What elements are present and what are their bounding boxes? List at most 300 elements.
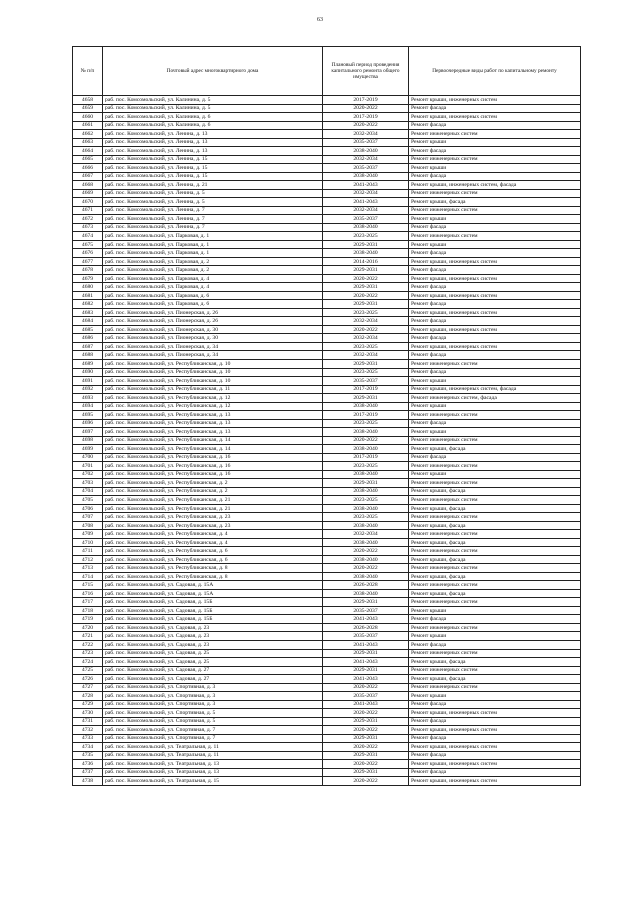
table-row bbox=[73, 342, 581, 351]
row-works: Ремонт крыши, инженерных систем bbox=[409, 342, 581, 351]
row-address: раб. пос. Комсомольский, ул. Республиканская, д. 12 bbox=[103, 402, 323, 411]
row-number: 4689 bbox=[73, 359, 103, 368]
row-address: раб. пос. Комсомольский, ул. Республиканская, д. 2 bbox=[103, 479, 323, 488]
row-period: 2032-2034 bbox=[323, 530, 409, 539]
table-row bbox=[73, 658, 581, 667]
row-period: 2020-2022 bbox=[323, 709, 409, 718]
table-row bbox=[73, 172, 581, 181]
row-works: Ремонт крыши, инженерных систем bbox=[409, 743, 581, 752]
table-row bbox=[73, 445, 581, 454]
row-number: 4659 bbox=[73, 104, 103, 113]
table-row bbox=[73, 121, 581, 130]
row-number: 4718 bbox=[73, 606, 103, 615]
table-row bbox=[73, 181, 581, 190]
page-number: 63 bbox=[317, 17, 323, 23]
row-works: Ремонт крыши bbox=[409, 692, 581, 701]
row-works: Ремонт инженерных систем, фасада bbox=[409, 394, 581, 403]
row-address: раб. пос. Комсомольский, ул. Республиканская, д. 8 bbox=[103, 564, 323, 573]
row-address: раб. пос. Комсомольский, ул. Ленина, д. 21 bbox=[103, 181, 323, 190]
row-address: раб. пос. Комсомольский, ул. Ленина, д. 5 bbox=[103, 189, 323, 198]
table-row bbox=[73, 266, 581, 275]
row-number: 4669 bbox=[73, 189, 103, 198]
row-number: 4704 bbox=[73, 487, 103, 496]
row-works: Ремонт инженерных систем bbox=[409, 649, 581, 658]
row-works: Ремонт инженерных систем bbox=[409, 359, 581, 368]
row-works: Ремонт крыши bbox=[409, 377, 581, 386]
row-works: Ремонт фасада bbox=[409, 249, 581, 258]
row-address: раб. пос. Комсомольский, ул. Ленина, д. 15 bbox=[103, 172, 323, 181]
row-works: Ремонт крыши, инженерных систем bbox=[409, 777, 581, 786]
row-works: Ремонт крыши bbox=[409, 240, 581, 249]
row-period: 2038-2040 bbox=[323, 470, 409, 479]
row-address: раб. пос. Комсомольский, ул. Театральная, д. 15 bbox=[103, 777, 323, 786]
row-address: раб. пос. Комсомольский, ул. Парковая, д. 2 bbox=[103, 257, 323, 266]
row-period: 2026-2028 bbox=[323, 581, 409, 590]
row-number: 4737 bbox=[73, 768, 103, 777]
row-address: раб. пос. Комсомольский, ул. Спортивная, д. 7 bbox=[103, 734, 323, 743]
row-number: 4696 bbox=[73, 419, 103, 428]
row-address: раб. пос. Комсомольский, ул. Парковая, д. 4 bbox=[103, 274, 323, 283]
row-address: раб. пос. Комсомольский, ул. Республиканская, д. 23 bbox=[103, 521, 323, 530]
row-number: 4736 bbox=[73, 760, 103, 769]
row-works: Ремонт инженерных систем bbox=[409, 189, 581, 198]
row-address: раб. пос. Комсомольский, ул. Пионерская, д. 26 bbox=[103, 317, 323, 326]
row-works: Ремонт крыши, инженерных систем bbox=[409, 257, 581, 266]
row-period: 2032-2034 bbox=[323, 189, 409, 198]
row-works: Ремонт инженерных систем bbox=[409, 411, 581, 420]
row-period: 2023-2025 bbox=[323, 368, 409, 377]
row-number: 4684 bbox=[73, 317, 103, 326]
row-address: раб. пос. Комсомольский, ул. Ленина, д. 7 bbox=[103, 223, 323, 232]
header-number: № п/п bbox=[73, 47, 103, 96]
row-address: раб. пос. Комсомольский, ул. Калинина, д. 5 bbox=[103, 96, 323, 105]
row-period: 2041-2043 bbox=[323, 700, 409, 709]
table-row bbox=[73, 692, 581, 701]
row-number: 4676 bbox=[73, 249, 103, 258]
row-address: раб. пос. Комсомольский, ул. Спортивная, д. 7 bbox=[103, 726, 323, 735]
table-row bbox=[73, 581, 581, 590]
row-number: 4678 bbox=[73, 266, 103, 275]
row-works: Ремонт инженерных систем bbox=[409, 666, 581, 675]
row-period: 2038-2040 bbox=[323, 487, 409, 496]
row-period: 2029-2031 bbox=[323, 240, 409, 249]
table-row bbox=[73, 274, 581, 283]
row-address: раб. пос. Комсомольский, ул. Садовая, д. 15Б bbox=[103, 606, 323, 615]
row-address: раб. пос. Комсомольский, ул. Республиканская, д. 10 bbox=[103, 359, 323, 368]
table-row bbox=[73, 709, 581, 718]
row-works: Ремонт крыши, инженерных систем, фасада bbox=[409, 181, 581, 190]
row-address: раб. пос. Комсомольский, ул. Республиканская, д. 16 bbox=[103, 453, 323, 462]
table-row bbox=[73, 325, 581, 334]
row-address: раб. пос. Комсомольский, ул. Республиканская, д. 2 bbox=[103, 487, 323, 496]
row-works: Ремонт крыши, фасада bbox=[409, 572, 581, 581]
row-period: 2020-2022 bbox=[323, 291, 409, 300]
row-number: 4717 bbox=[73, 598, 103, 607]
row-period: 2032-2034 bbox=[323, 334, 409, 343]
row-period: 2023-2025 bbox=[323, 513, 409, 522]
table-row bbox=[73, 96, 581, 105]
row-address: раб. пос. Комсомольский, ул. Республиканская, д. 13 bbox=[103, 411, 323, 420]
row-address: раб. пос. Комсомольский, ул. Садовая, д. 23 bbox=[103, 623, 323, 632]
table-row bbox=[73, 649, 581, 658]
table-row bbox=[73, 521, 581, 530]
row-period: 2020-2022 bbox=[323, 121, 409, 130]
row-period: 2017-2019 bbox=[323, 385, 409, 394]
row-number: 4722 bbox=[73, 641, 103, 650]
row-number: 4665 bbox=[73, 155, 103, 164]
row-period: 2017-2019 bbox=[323, 96, 409, 105]
row-number: 4735 bbox=[73, 751, 103, 760]
table-row bbox=[73, 777, 581, 786]
row-number: 4728 bbox=[73, 692, 103, 701]
row-address: раб. пос. Комсомольский, ул. Театральная, д. 13 bbox=[103, 760, 323, 769]
row-address: раб. пос. Комсомольский, ул. Ленина, д. 7 bbox=[103, 206, 323, 215]
row-works: Ремонт инженерных систем bbox=[409, 623, 581, 632]
table-row bbox=[73, 743, 581, 752]
row-number: 4681 bbox=[73, 291, 103, 300]
table-row bbox=[73, 104, 581, 113]
header-address: Почтовый адрес многоквартирного дома bbox=[103, 47, 323, 96]
row-period: 2038-2040 bbox=[323, 538, 409, 547]
row-address: раб. пос. Комсомольский, ул. Парковая, д. 1 bbox=[103, 249, 323, 258]
table-row bbox=[73, 428, 581, 437]
row-period: 2041-2043 bbox=[323, 181, 409, 190]
row-address: раб. пос. Комсомольский, ул. Садовая, д. 27 bbox=[103, 675, 323, 684]
row-works: Ремонт крыши bbox=[409, 402, 581, 411]
row-address: раб. пос. Комсомольский, ул. Садовая, д. 15А bbox=[103, 581, 323, 590]
row-number: 4711 bbox=[73, 547, 103, 556]
row-period: 2038-2040 bbox=[323, 589, 409, 598]
row-number: 4683 bbox=[73, 308, 103, 317]
row-address: раб. пос. Комсомольский, ул. Республиканская, д. 10 bbox=[103, 377, 323, 386]
row-number: 4668 bbox=[73, 181, 103, 190]
table-row bbox=[73, 606, 581, 615]
row-number: 4699 bbox=[73, 445, 103, 454]
row-number: 4690 bbox=[73, 368, 103, 377]
row-period: 2035-2037 bbox=[323, 164, 409, 173]
row-works: Ремонт фасада bbox=[409, 717, 581, 726]
row-period: 2020-2022 bbox=[323, 743, 409, 752]
row-period: 2029-2031 bbox=[323, 598, 409, 607]
row-works: Ремонт инженерных систем bbox=[409, 130, 581, 139]
row-number: 4702 bbox=[73, 470, 103, 479]
row-works: Ремонт фасада bbox=[409, 300, 581, 309]
row-works: Ремонт фасада bbox=[409, 334, 581, 343]
row-number: 4660 bbox=[73, 113, 103, 122]
row-number: 4720 bbox=[73, 623, 103, 632]
row-period: 2029-2031 bbox=[323, 394, 409, 403]
table-row bbox=[73, 666, 581, 675]
row-period: 2029-2031 bbox=[323, 717, 409, 726]
table-row bbox=[73, 240, 581, 249]
row-number: 4685 bbox=[73, 325, 103, 334]
table-row bbox=[73, 496, 581, 505]
row-period: 2035-2037 bbox=[323, 692, 409, 701]
row-period: 2038-2040 bbox=[323, 572, 409, 581]
row-address: раб. пос. Комсомольский, ул. Республиканская, д. 13 bbox=[103, 428, 323, 437]
row-period: 2017-2019 bbox=[323, 113, 409, 122]
row-period: 2041-2043 bbox=[323, 675, 409, 684]
row-period: 2032-2034 bbox=[323, 351, 409, 360]
row-period: 2020-2022 bbox=[323, 726, 409, 735]
row-number: 4707 bbox=[73, 513, 103, 522]
row-works: Ремонт фасада bbox=[409, 751, 581, 760]
row-number: 4695 bbox=[73, 411, 103, 420]
row-address: раб. пос. Комсомольский, ул. Пионерская, д. 30 bbox=[103, 325, 323, 334]
row-address: раб. пос. Комсомольский, ул. Республиканская, д. 4 bbox=[103, 530, 323, 539]
table-row bbox=[73, 479, 581, 488]
row-period: 2035-2037 bbox=[323, 215, 409, 224]
row-address: раб. пос. Комсомольский, ул. Садовая, д. 27 bbox=[103, 666, 323, 675]
table-row bbox=[73, 726, 581, 735]
row-address: раб. пос. Комсомольский, ул. Пионерская, д. 26 bbox=[103, 308, 323, 317]
row-number: 4710 bbox=[73, 538, 103, 547]
table-row bbox=[73, 317, 581, 326]
row-number: 4663 bbox=[73, 138, 103, 147]
row-address: раб. пос. Комсомольский, ул. Республиканская, д. 8 bbox=[103, 572, 323, 581]
row-works: Ремонт фасада bbox=[409, 147, 581, 156]
row-period: 2035-2037 bbox=[323, 138, 409, 147]
row-address: раб. пос. Комсомольский, ул. Республиканская, д. 4 bbox=[103, 538, 323, 547]
row-period: 2035-2037 bbox=[323, 606, 409, 615]
table-row bbox=[73, 462, 581, 471]
row-period: 2038-2040 bbox=[323, 172, 409, 181]
row-address: раб. пос. Комсомольский, ул. Парковая, д. 6 bbox=[103, 291, 323, 300]
header-period: Плановый период проведения капитального ремонта общего имущества bbox=[323, 47, 409, 96]
row-works: Ремонт крыши, фасада bbox=[409, 658, 581, 667]
row-period: 2029-2031 bbox=[323, 266, 409, 275]
table-row bbox=[73, 453, 581, 462]
row-address: раб. пос. Комсомольский, ул. Республиканская, д. 21 bbox=[103, 496, 323, 505]
row-address: раб. пос. Комсомольский, ул. Спортивная, д. 3 bbox=[103, 700, 323, 709]
row-number: 4738 bbox=[73, 777, 103, 786]
row-works: Ремонт крыши, инженерных систем bbox=[409, 291, 581, 300]
row-period: 2041-2043 bbox=[323, 658, 409, 667]
row-address: раб. пос. Комсомольский, ул. Калинина, д. 6 bbox=[103, 113, 323, 122]
row-period: 2023-2025 bbox=[323, 419, 409, 428]
row-address: раб. пос. Комсомольский, ул. Республиканская, д. 16 bbox=[103, 470, 323, 479]
row-number: 4721 bbox=[73, 632, 103, 641]
row-number: 4716 bbox=[73, 589, 103, 598]
row-works: Ремонт фасада bbox=[409, 368, 581, 377]
row-period: 2035-2037 bbox=[323, 377, 409, 386]
row-number: 4712 bbox=[73, 555, 103, 564]
row-works: Ремонт фасада bbox=[409, 351, 581, 360]
table-row bbox=[73, 487, 581, 496]
row-number: 4658 bbox=[73, 96, 103, 105]
row-period: 2038-2040 bbox=[323, 249, 409, 258]
row-period: 2029-2031 bbox=[323, 734, 409, 743]
row-number: 4694 bbox=[73, 402, 103, 411]
row-address: раб. пос. Комсомольский, ул. Калинина, д. 5 bbox=[103, 104, 323, 113]
table-row bbox=[73, 232, 581, 241]
row-period: 2038-2040 bbox=[323, 402, 409, 411]
row-number: 4674 bbox=[73, 232, 103, 241]
table-row bbox=[73, 623, 581, 632]
row-number: 4731 bbox=[73, 717, 103, 726]
row-works: Ремонт крыши, инженерных систем bbox=[409, 274, 581, 283]
table-row bbox=[73, 291, 581, 300]
row-works: Ремонт фасада bbox=[409, 641, 581, 650]
row-works: Ремонт крыши bbox=[409, 632, 581, 641]
row-period: 2029-2031 bbox=[323, 283, 409, 292]
table-row bbox=[73, 717, 581, 726]
row-period: 2032-2034 bbox=[323, 317, 409, 326]
table-row bbox=[73, 368, 581, 377]
table-row bbox=[73, 283, 581, 292]
row-address: раб. пос. Комсомольский, ул. Театральная, д. 13 bbox=[103, 768, 323, 777]
row-period: 2026-2028 bbox=[323, 623, 409, 632]
row-address: раб. пос. Комсомольский, ул. Парковая, д. 1 bbox=[103, 240, 323, 249]
row-number: 4723 bbox=[73, 649, 103, 658]
row-works: Ремонт инженерных систем bbox=[409, 232, 581, 241]
row-works: Ремонт инженерных систем bbox=[409, 683, 581, 692]
row-address: раб. пос. Комсомольский, ул. Республиканская, д. 6 bbox=[103, 555, 323, 564]
row-works: Ремонт инженерных систем bbox=[409, 462, 581, 471]
row-period: 2038-2040 bbox=[323, 504, 409, 513]
row-number: 4672 bbox=[73, 215, 103, 224]
row-works: Ремонт крыши bbox=[409, 215, 581, 224]
row-period: 2041-2043 bbox=[323, 198, 409, 207]
row-address: раб. пос. Комсомольский, ул. Театральная, д. 11 bbox=[103, 751, 323, 760]
row-period: 2029-2031 bbox=[323, 751, 409, 760]
row-works: Ремонт фасада bbox=[409, 700, 581, 709]
row-number: 4734 bbox=[73, 743, 103, 752]
table-row bbox=[73, 394, 581, 403]
row-period: 2020-2022 bbox=[323, 325, 409, 334]
row-number: 4661 bbox=[73, 121, 103, 130]
row-number: 4726 bbox=[73, 675, 103, 684]
row-works: Ремонт инженерных систем bbox=[409, 496, 581, 505]
row-period: 2029-2031 bbox=[323, 359, 409, 368]
row-address: раб. пос. Комсомольский, ул. Садовая, д. 23 bbox=[103, 632, 323, 641]
row-number: 4673 bbox=[73, 223, 103, 232]
table-row bbox=[73, 189, 581, 198]
row-works: Ремонт крыши, инженерных систем bbox=[409, 96, 581, 105]
row-works: Ремонт фасада bbox=[409, 283, 581, 292]
table-row bbox=[73, 385, 581, 394]
row-address: раб. пос. Комсомольский, ул. Садовая, д. 23 bbox=[103, 641, 323, 650]
table-row bbox=[73, 206, 581, 215]
row-period: 2017-2019 bbox=[323, 411, 409, 420]
row-number: 4662 bbox=[73, 130, 103, 139]
row-number: 4687 bbox=[73, 342, 103, 351]
row-number: 4705 bbox=[73, 496, 103, 505]
table-row bbox=[73, 504, 581, 513]
table-row bbox=[73, 249, 581, 258]
table-row bbox=[73, 598, 581, 607]
row-address: раб. пос. Комсомольский, ул. Калинина, д. 6 bbox=[103, 121, 323, 130]
row-period: 2020-2022 bbox=[323, 564, 409, 573]
row-address: раб. пос. Комсомольский, ул. Парковая, д. 6 bbox=[103, 300, 323, 309]
row-number: 4664 bbox=[73, 147, 103, 156]
row-address: раб. пос. Комсомольский, ул. Ленина, д. 5 bbox=[103, 198, 323, 207]
row-period: 2023-2025 bbox=[323, 462, 409, 471]
table-row bbox=[73, 555, 581, 564]
row-period: 2038-2040 bbox=[323, 521, 409, 530]
row-number: 4688 bbox=[73, 351, 103, 360]
row-period: 2020-2022 bbox=[323, 683, 409, 692]
row-number: 4679 bbox=[73, 274, 103, 283]
table-row bbox=[73, 300, 581, 309]
row-works: Ремонт крыши, фасада bbox=[409, 555, 581, 564]
row-works: Ремонт фасада bbox=[409, 453, 581, 462]
row-number: 4667 bbox=[73, 172, 103, 181]
table-row bbox=[73, 641, 581, 650]
table-row bbox=[73, 768, 581, 777]
table-row bbox=[73, 334, 581, 343]
row-address: раб. пос. Комсомольский, ул. Республиканская, д. 10 bbox=[103, 368, 323, 377]
table-row bbox=[73, 675, 581, 684]
table-row bbox=[73, 700, 581, 709]
row-works: Ремонт крыши, фасада bbox=[409, 589, 581, 598]
table-row bbox=[73, 198, 581, 207]
table-row bbox=[73, 615, 581, 624]
row-number: 4708 bbox=[73, 521, 103, 530]
row-works: Ремонт инженерных систем bbox=[409, 530, 581, 539]
row-period: 2020-2022 bbox=[323, 274, 409, 283]
table-row bbox=[73, 760, 581, 769]
table-row bbox=[73, 632, 581, 641]
row-works: Ремонт инженерных систем bbox=[409, 581, 581, 590]
row-address: раб. пос. Комсомольский, ул. Спортивная, д. 3 bbox=[103, 683, 323, 692]
row-works: Ремонт фасада bbox=[409, 734, 581, 743]
row-address: раб. пос. Комсомольский, ул. Ленина, д. 13 bbox=[103, 138, 323, 147]
row-works: Ремонт крыши, инженерных систем bbox=[409, 760, 581, 769]
row-address: раб. пос. Комсомольский, ул. Пионерская, д. 30 bbox=[103, 334, 323, 343]
table-row bbox=[73, 402, 581, 411]
row-works: Ремонт инженерных систем bbox=[409, 436, 581, 445]
table-row bbox=[73, 751, 581, 760]
row-works: Ремонт крыши, фасада bbox=[409, 445, 581, 454]
row-period: 2020-2022 bbox=[323, 760, 409, 769]
row-address: раб. пос. Комсомольский, ул. Садовая, д. 15Б bbox=[103, 615, 323, 624]
row-address: раб. пос. Комсомольский, ул. Республиканская, д. 6 bbox=[103, 547, 323, 556]
table-row bbox=[73, 572, 581, 581]
row-period: 2035-2037 bbox=[323, 632, 409, 641]
row-address: раб. пос. Комсомольский, ул. Республиканская, д. 12 bbox=[103, 394, 323, 403]
row-address: раб. пос. Комсомольский, ул. Садовая, д. 15А bbox=[103, 589, 323, 598]
table-row bbox=[73, 411, 581, 420]
row-address: раб. пос. Комсомольский, ул. Республиканская, д. 23 bbox=[103, 513, 323, 522]
row-works: Ремонт крыши, инженерных систем bbox=[409, 709, 581, 718]
row-period: 2038-2040 bbox=[323, 428, 409, 437]
row-works: Ремонт фасада bbox=[409, 121, 581, 130]
row-period: 2017-2019 bbox=[323, 453, 409, 462]
row-period: 2023-2025 bbox=[323, 496, 409, 505]
row-works: Ремонт крыши, инженерных систем bbox=[409, 325, 581, 334]
capital-repair-table bbox=[72, 46, 581, 786]
table-row bbox=[73, 113, 581, 122]
row-works: Ремонт крыши, инженерных систем bbox=[409, 113, 581, 122]
row-address: раб. пос. Комсомольский, ул. Парковая, д. 1 bbox=[103, 232, 323, 241]
row-address: раб. пос. Комсомольский, ул. Ленина, д. 15 bbox=[103, 164, 323, 173]
row-address: раб. пос. Комсомольский, ул. Республиканская, д. 13 bbox=[103, 419, 323, 428]
row-works: Ремонт крыши, инженерных систем bbox=[409, 726, 581, 735]
row-period: 2041-2043 bbox=[323, 641, 409, 650]
row-number: 4709 bbox=[73, 530, 103, 539]
table-row bbox=[73, 470, 581, 479]
row-period: 2029-2031 bbox=[323, 666, 409, 675]
row-works: Ремонт крыши bbox=[409, 428, 581, 437]
row-address: раб. пос. Комсомольский, ул. Садовая, д. 25 bbox=[103, 658, 323, 667]
row-number: 4714 bbox=[73, 572, 103, 581]
row-works: Ремонт фасада bbox=[409, 223, 581, 232]
table-row bbox=[73, 377, 581, 386]
row-number: 4682 bbox=[73, 300, 103, 309]
table-row bbox=[73, 589, 581, 598]
table-row bbox=[73, 164, 581, 173]
